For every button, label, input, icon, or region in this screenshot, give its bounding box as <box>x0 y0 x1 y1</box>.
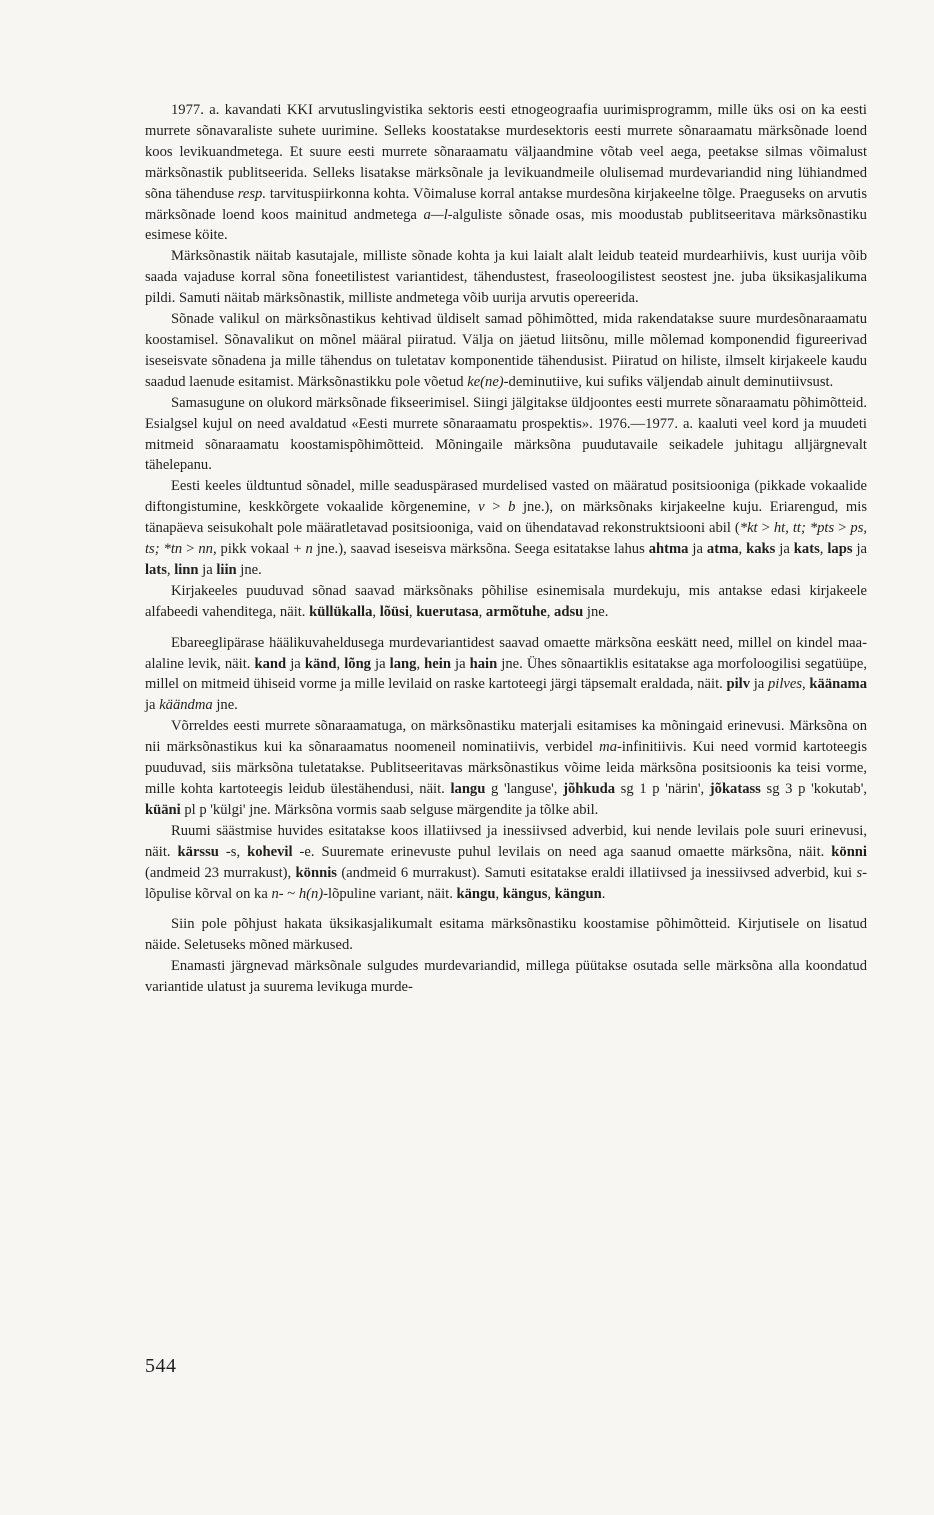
headword: kärssu <box>177 843 219 860</box>
italic-term: ma <box>599 739 618 756</box>
headword: kohevil <box>247 843 293 860</box>
text-run: -infinitiivis. Kui need vormid kartoteegis puuduvad, siis märksõna tuletatakse. Publitseeritavas märksõnastikus võime leida märksõna positsioonis ka teisi vorme, mille kohta kartoteegis leidub ülestähendusi, näit. <box>145 739 867 797</box>
text-run: jne. Ühes sõnaartiklis esitatakse aga morfoloogilisi segatüüpe, millel on mitmeid ühiseid vorme ja mille levilaid on raske kartoteegi järgi täpsemalt eraldada, näit. <box>145 655 867 693</box>
text-run: tarvituspiirkonna kohta. Võimaluse korral antakse murdesõna kirjakeelne tõlge. Praeguseks on arvutis märksõnade loend koos mainitud andmetega <box>145 185 867 223</box>
italic-term: käändma <box>159 697 213 714</box>
text-run: . <box>601 885 606 902</box>
italic-term: b <box>508 499 516 516</box>
headword: pilv <box>726 676 751 693</box>
text-run: , <box>495 885 503 902</box>
text-run: Kirjakeeles puuduvad sõnad saavad märksõnaks põhilise esinemisala murdekuju, mis antakse edasi kirjakeele alfabeedi vahenditega, näit. <box>145 582 867 620</box>
text-run: ja <box>852 541 867 558</box>
text-run: -lõpulise kõrval on ka <box>145 864 867 902</box>
headword: ahtma <box>648 541 689 558</box>
text-run: , <box>336 655 345 672</box>
text-run: jne. <box>212 697 238 714</box>
headword: könnis <box>295 864 337 881</box>
paragraph <box>145 476 867 581</box>
text-run: ja <box>450 655 470 672</box>
text-run: -lõpuline variant, näit. <box>323 885 457 902</box>
headword: lõüsi <box>379 603 409 620</box>
headword: liin <box>216 561 237 578</box>
headword: jõhkuda <box>563 781 616 797</box>
paragraph <box>145 821 867 905</box>
text-run: pikk vokaal + <box>216 541 306 558</box>
text-run: Samasugune on olukord märksõnade fikseerimisel. Siingi jälgitakse üldjoontes eesti murrete sõnaraamatu põhimõtteid. Esialgsel kujul on need avaldatud «Eesti murrete sõnaraamatu prospektis». 1976.—1977. a. kaaluti veel kord ja muudeti mitmeid sõnaraamatu koostamispõhimõtteid. Mõningaile märksõna puudutavaile seikadele juhitagu alljärgnevalt tähelepanu. <box>145 394 867 474</box>
headword: kaks <box>746 541 776 558</box>
text-run: , <box>546 603 555 620</box>
italic-term: v <box>478 499 485 516</box>
headword: känd <box>304 655 337 672</box>
italic-term: *kt <box>739 520 758 537</box>
italic-term: ht, tt; *pts <box>773 520 835 537</box>
italic-term: s <box>856 864 863 881</box>
text-run: jne.), on märksõnaks kirjakeelne kuju. Eriarengud, mis tänapäeva seisukohalt pole määratletavad positsiooniga, vaid on ühendatavad rekonstruktsiooni abil ( <box>145 499 867 537</box>
headword: küäni <box>145 801 181 818</box>
italic-term: nn, <box>198 541 217 558</box>
headword: linn <box>174 561 199 578</box>
text-run: , <box>547 885 555 902</box>
headword: käänama <box>809 676 867 693</box>
text-run: ja <box>198 561 217 578</box>
text-run: 1977. a. kavandati KKI arvutuslingvistika sektoris eesti etnogeograafia uurimisprogramm, mille üks osi on ka eesti murrete sõnavaraliste suhete uurimine. Selleks koostatakse murdesektoris eesti murrete sõnaraamatu märksõnade loend koos levikuandmetega. Et suure eesti murrete sõnaraamatu väljaandmine võtab veel aega, peetakse silmas võimalust märksõnastik publitseerida. Selleks lisatakse märksõnale ja levikuandmeile olulisemad murdevariandid ning lühiandmed sõna tähenduse <box>145 102 867 202</box>
headword: lang <box>389 655 417 672</box>
text-run: , <box>416 655 425 672</box>
text-run: Sõnade valikul on märksõnastikus kehtivad üldiselt samad põhimõtted, mida rakendatakse suure murdesõnaraamatu koostamisel. Sõnavalikut on mõnel määral piiratud. Välja on jäetud liitsõnu, mille mõlemad komponendid figureerivad iseseisvate sõnadena ja mille tähendus on tuletatav komponentide tähendusist. Piiratud on hiliste, ilmselt kirjakeele kaudu saadud laenude esitamist. Märksõnastikku pole võetud <box>145 311 867 390</box>
text-run: , <box>372 603 380 620</box>
headword: kats <box>793 541 820 558</box>
text-run: , <box>478 603 486 620</box>
headword: kängun <box>554 885 602 902</box>
paragraph <box>145 309 867 393</box>
text-run: ja <box>775 541 794 558</box>
italic-term: resp. <box>237 185 266 202</box>
paragraph <box>145 716 867 821</box>
headword: kuerutasa <box>416 603 479 620</box>
text-run: ja <box>750 676 768 693</box>
paragraph <box>145 246 867 309</box>
body-text <box>145 100 867 998</box>
text-run: ja <box>688 541 707 558</box>
paragraph <box>145 581 867 623</box>
text-run: > <box>182 541 199 558</box>
text-run: Võrreldes eesti murrete sõnaraamatuga, on märksõnastiku materjali esitamises ka mõningaid erinevusi. Märksõna on nii märksõnastikus kui ka sõnaraamatus noomeneil nominatiivis, verbidel <box>145 718 867 756</box>
text-run: sg 1 p 'närin', <box>615 781 710 797</box>
headword: lats <box>145 561 167 578</box>
headword: laps <box>827 541 853 558</box>
text-run: > <box>834 520 851 537</box>
text-run: -alguliste sõnade osas, mis moodustab publitseeritava märksõnastiku esimese köite. <box>145 206 867 244</box>
text-run: , <box>819 541 828 558</box>
text-run: Enamasti järgnevad märksõnale sulgudes murdevariandid, millega püütakse osutada selle märksõna alla koondatud variantide ulatust ja suurema levikuga murde- <box>145 958 867 996</box>
headword: langu <box>450 781 486 797</box>
text-run: Ebareeglipärase häälikuvaheldusega murdevariantidest saavad omaette märksõna eeskätt need, millel on kindel maa-alaline levik, näit. <box>145 634 867 672</box>
paragraph <box>145 100 867 246</box>
italic-term: ke(ne) <box>467 373 504 390</box>
text-run: Ruumi säästmise huvides esitatakse koos illatiivsed ja inessiivsed adverbid, kui nende levilais pole suuri erinevusi, näit. <box>145 822 867 860</box>
headword: hein <box>424 655 451 672</box>
text-run: jne. <box>236 561 262 578</box>
text-run: , <box>738 541 747 558</box>
text-run: -deminutiive, kui sufiks väljendab ainult deminutiivsust. <box>503 373 834 390</box>
headword: armõtuhe <box>485 603 547 620</box>
headword: atma <box>706 541 739 558</box>
text-run: jne.), saavad iseseisva märksõna. Seega esitatakse lahus <box>312 541 649 558</box>
headword: jõkatass <box>709 781 761 797</box>
text-run: , <box>802 676 810 693</box>
text-run: , <box>166 561 175 578</box>
text-run: - ~ <box>278 885 299 902</box>
text-run: Märksõnastik näitab kasutajale, milliste sõnade kohta ja kui laialt alalt leidub teateid murdearhiivis, kust uurija võib saada vajaduse korral sõna foneetilistest variantidest, tähendustest, fraseoloogilistest seostest jne. juba üksikasjalikuma pildi. Samuti näitab märksõnastik, milliste andmetega võib uurija arvutis opereerida. <box>145 248 867 307</box>
italic-term: a—l <box>423 206 448 223</box>
text-run: , <box>408 603 417 620</box>
paragraph <box>145 914 867 956</box>
text-run: Eesti keeles üldtuntud sõnadel, mille seaduspärased murdelised vasted on määratud positsiooniga (pikkade vokaalide diftongistumine, keskkõrgete vokaalide kõrgenemine, <box>145 478 867 516</box>
text-run: > <box>757 520 774 537</box>
text-run: (andmeid 23 murrakust), <box>145 864 296 881</box>
text-run: (andmeid 6 murrakust). Samuti esitatakse eraldi illatiivsed ja inessiivsed adverbid, kui <box>336 864 857 881</box>
headword: kand <box>254 655 287 672</box>
text-run: ja <box>145 697 160 714</box>
text-run: g 'languse', <box>485 781 564 797</box>
italic-term: h(n) <box>298 885 324 902</box>
text-run: ja <box>286 655 305 672</box>
headword: lõng <box>344 655 371 672</box>
text-run: -e. Suuremate erinevuste puhul levilais on need aga saanud omaette märksõna, näit. <box>292 843 832 860</box>
text-run: Siin pole põhjust hakata üksikasjalikumalt esitama märksõnastiku koostamise põhimõtteid. Kirjutisele on lisatud näide. Seletuseks mõned märkused. <box>145 916 867 954</box>
text-run: jne. <box>583 603 609 620</box>
text-run: ja <box>370 655 390 672</box>
headword: könni <box>831 843 867 860</box>
italic-term: n <box>305 541 313 558</box>
italic-term: pilves <box>768 676 803 693</box>
headword: adsu <box>554 603 584 620</box>
italic-term: n <box>271 885 279 902</box>
headword: kängu <box>456 885 496 902</box>
italic-term: ps, ts; *tn <box>145 520 868 558</box>
page-number: 544 <box>145 1355 177 1377</box>
text-run: > <box>484 499 509 516</box>
headword: hain <box>469 655 498 672</box>
headword: küllükalla <box>309 603 373 620</box>
paragraph <box>145 956 867 998</box>
headword: kängus <box>502 885 548 902</box>
text-run: sg 3 p 'kokutab', <box>760 781 867 797</box>
text-run: -s, <box>218 843 248 860</box>
text-run: pl p 'külgi' jne. Märksõna vormis saab selguse märgendite ja tõlke abil. <box>180 801 599 818</box>
paragraph <box>145 633 867 717</box>
paragraph <box>145 393 867 477</box>
